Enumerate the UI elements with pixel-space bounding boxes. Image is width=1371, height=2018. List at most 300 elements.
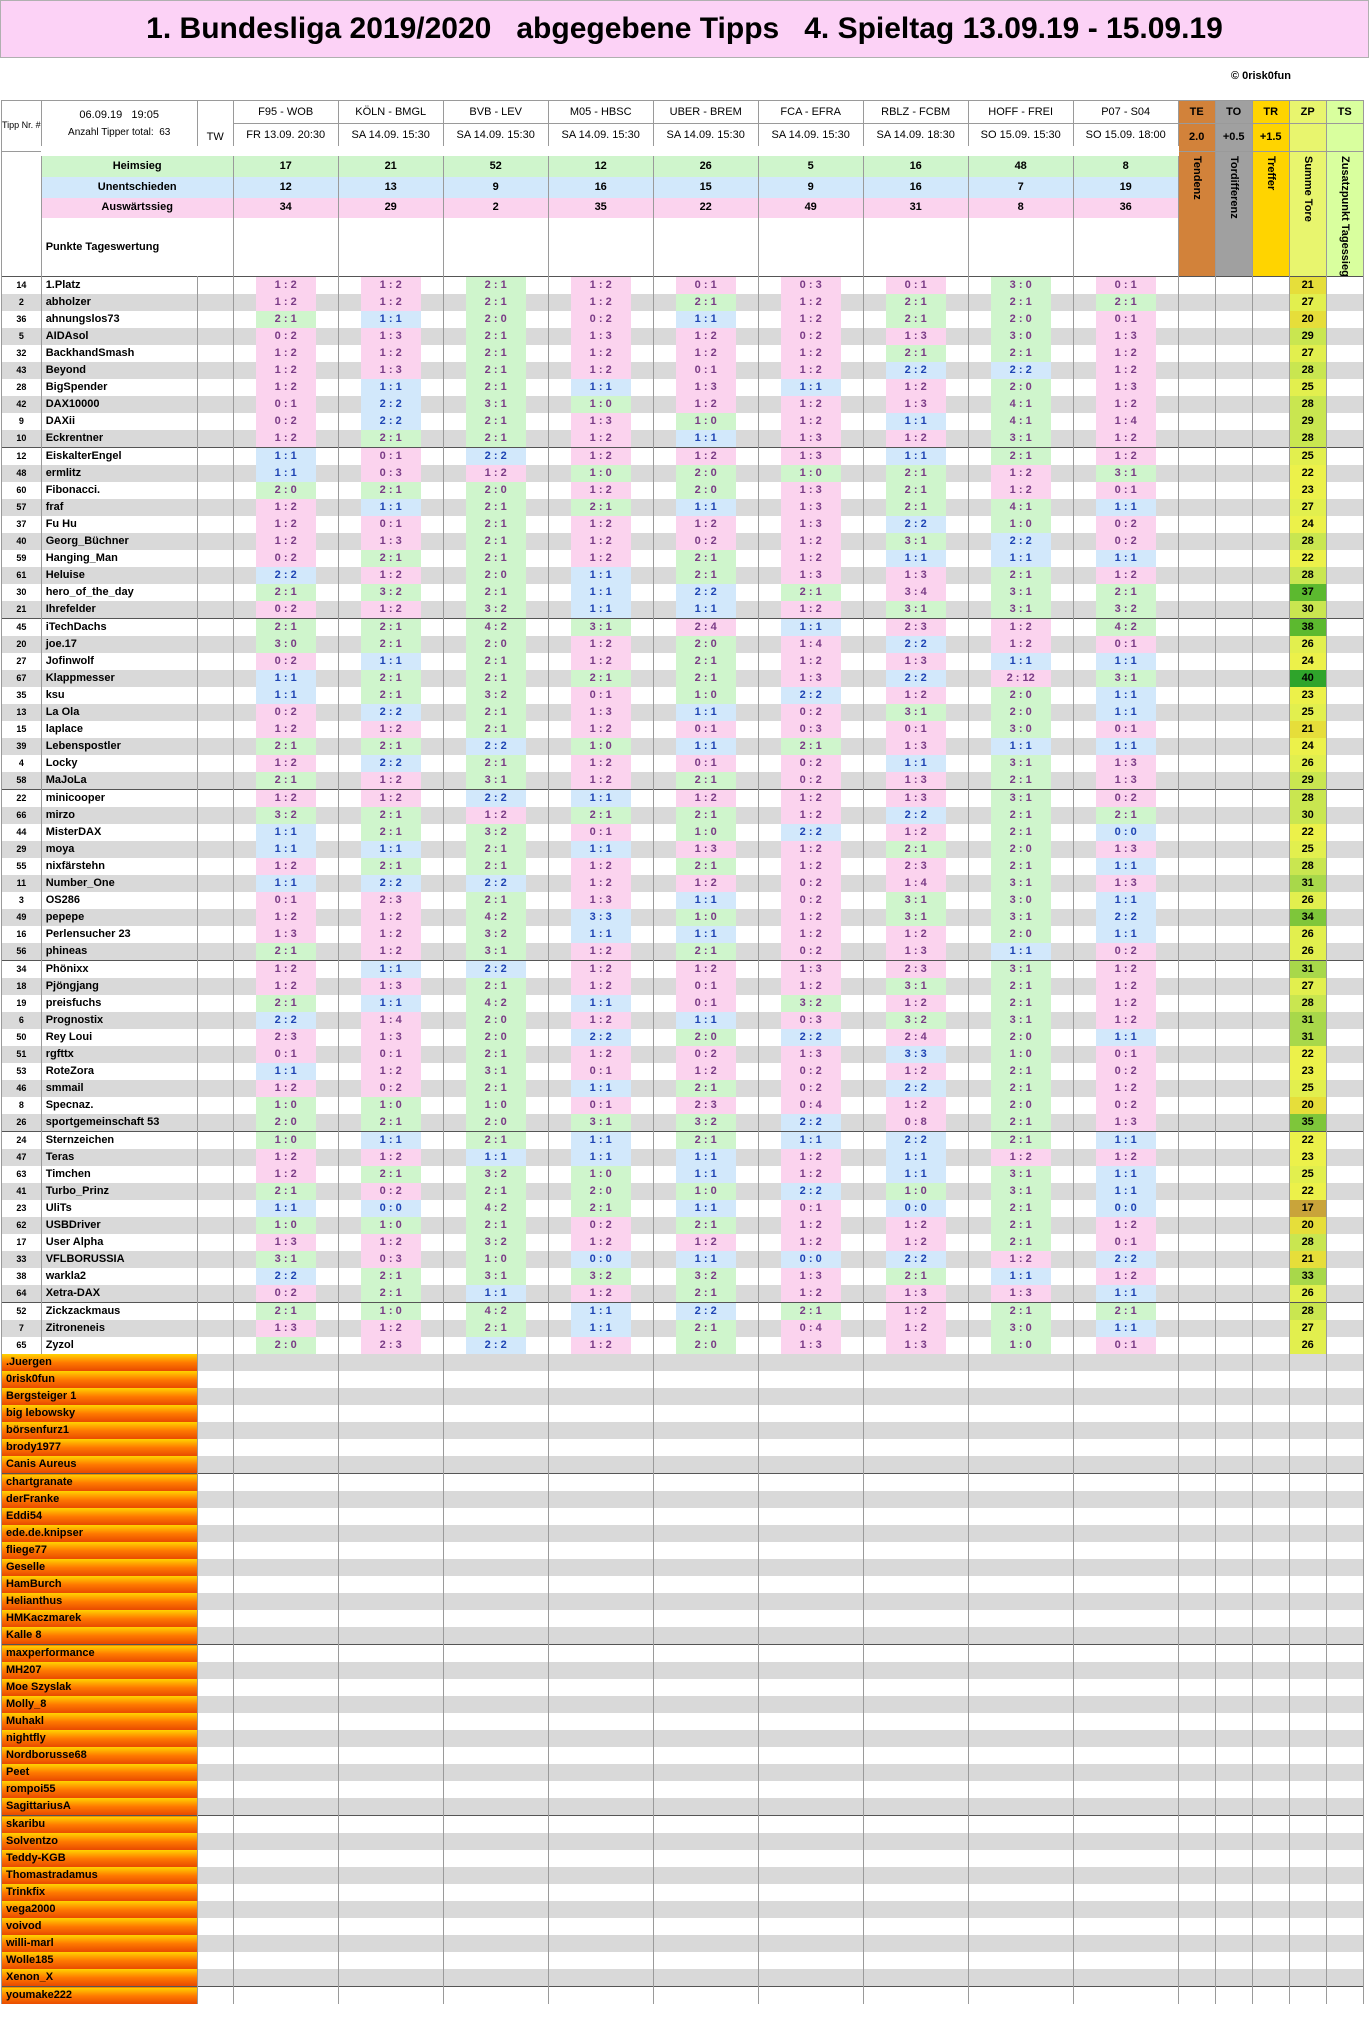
tw-cell [197,1371,233,1388]
tip-value: 1 : 2 [781,841,841,858]
excluded-row [2,1610,1364,1627]
tip-value: 2 : 1 [991,824,1051,841]
tip-cell [548,909,653,926]
tip-cell [968,1080,1073,1097]
tip-cell [233,1593,338,1610]
tip-value: 1 : 1 [361,841,421,858]
tip-cell [548,807,653,824]
excluded-name: maxperformance [2,1645,198,1663]
tip-value: 2 : 1 [571,807,631,824]
zp-sum: 20 [1289,1217,1326,1234]
match-date: SO 15.09. 18:00 [1073,124,1178,152]
tip-cell [758,1371,863,1388]
score-cell [1178,1679,1215,1696]
tip-value: 2 : 0 [466,567,526,584]
tip-cell [338,875,443,892]
tip-cell [968,909,1073,926]
tip-cell [863,790,968,808]
tip-cell [758,772,863,790]
ts-cell [1326,362,1363,379]
tip-value: 1 : 2 [571,636,631,653]
tip-value: 1 : 2 [1096,978,1156,995]
tip-cell [548,1525,653,1542]
tip-cell [968,1012,1073,1029]
tip-value: 2 : 1 [466,670,526,687]
tip-value: 1 : 3 [676,379,736,396]
tipper-nr: 35 [2,687,42,704]
tip-cell [338,1200,443,1217]
tip-cell [968,1474,1073,1492]
tip-value: 3 : 1 [886,909,946,926]
tip-value: 1 : 2 [676,516,736,533]
tip-cell [338,550,443,567]
tw-cell [197,601,233,619]
tip-value: 1 : 2 [781,294,841,311]
tip-cell [233,1012,338,1029]
tr-cell [1252,721,1289,738]
excluded-name: .Juergen [2,1354,198,1371]
tip-cell [968,1439,1073,1456]
excluded-row [2,1542,1364,1559]
tip-value: 2 : 1 [361,807,421,824]
tipper-nr: 38 [2,1268,42,1285]
tip-value: 1 : 2 [256,362,316,379]
tip-value: 1 : 3 [676,841,736,858]
tw-cell [197,1320,233,1337]
tip-value: 2 : 1 [361,687,421,704]
tip-cell [653,1816,758,1834]
stat-away: 35 [548,198,653,219]
zp-sum: 25 [1289,448,1326,466]
score-cell [1215,1388,1252,1405]
tip-cell [338,601,443,619]
tip-cell [548,311,653,328]
tip-cell [233,294,338,311]
tip-cell [443,978,548,995]
tip-cell [968,772,1073,790]
tip-cell [233,670,338,687]
tip-value: 2 : 2 [256,1012,316,1029]
tip-cell [548,943,653,961]
tipper-name: Number_One [41,875,197,892]
zp-sum: 26 [1289,755,1326,772]
te-cell [1178,738,1215,755]
te-cell [1178,841,1215,858]
tip-cell [233,396,338,413]
tw-cell [197,1542,233,1559]
tip-value: 1 : 1 [991,550,1051,567]
tip-cell [653,1952,758,1969]
stat-away: 22 [653,198,758,219]
tip-cell [1073,1747,1178,1764]
tip-value: 2 : 3 [886,858,946,875]
tip-cell [1073,1593,1178,1610]
te-cell [1178,567,1215,584]
te-cell [1178,430,1215,448]
tip-cell [653,670,758,687]
tip-value: 1 : 2 [571,294,631,311]
tip-value: 2 : 2 [466,738,526,755]
tw-cell [197,567,233,584]
tip-cell [653,1987,758,2005]
score-cell [1289,1508,1326,1525]
tw-cell [197,1474,233,1492]
tip-cell [653,1884,758,1901]
score-cell [1215,1850,1252,1867]
tip-cell [863,1285,968,1303]
tr-cell [1252,430,1289,448]
tipper-name: RoteZora [41,1063,197,1080]
score-cell [1289,1764,1326,1781]
tip-cell [443,1251,548,1268]
tip-cell [863,1952,968,1969]
tip-cell [1073,362,1178,379]
tip-cell [863,653,968,670]
to-cell [1215,1217,1252,1234]
tip-cell [758,1969,863,1987]
score-cell [1289,1730,1326,1747]
ts-cell [1326,1268,1363,1285]
tip-cell [863,448,968,466]
tr-cell [1252,1303,1289,1321]
tip-value: 1 : 1 [781,1132,841,1149]
tip-cell [653,1285,758,1303]
tip-cell [863,1798,968,1816]
score-cell [1252,1525,1289,1542]
tip-cell [863,396,968,413]
tip-cell [233,277,338,295]
tip-value: 3 : 0 [991,328,1051,345]
tip-cell [233,961,338,979]
tip-value: 2 : 1 [466,1320,526,1337]
tip-value: 2 : 1 [676,807,736,824]
ts-cell [1326,1320,1363,1337]
tip-cell [338,1132,443,1150]
score-cell [1289,1798,1326,1816]
tip-value: 2 : 1 [466,516,526,533]
score-col-label-cell [1326,151,1363,277]
to-cell [1215,1114,1252,1132]
tip-cell [548,465,653,482]
te-cell [1178,909,1215,926]
tip-cell [863,1405,968,1422]
tip-cell [968,1542,1073,1559]
tip-value: 3 : 1 [991,755,1051,772]
zp-sum: 28 [1289,995,1326,1012]
tip-cell [233,1508,338,1525]
tip-cell [338,294,443,311]
tr-cell [1252,790,1289,808]
tip-cell [968,1132,1073,1150]
tip-cell [968,533,1073,550]
tipper-nr: 39 [2,738,42,755]
te-cell [1178,1132,1215,1150]
tip-value: 1 : 2 [781,1234,841,1251]
tipper-row [2,721,1364,738]
tip-cell [758,961,863,979]
to-cell [1215,345,1252,362]
tipper-row [2,858,1364,875]
tw-cell [197,653,233,670]
score-cell [1252,1508,1289,1525]
tip-cell [758,379,863,396]
tip-cell [863,1303,968,1321]
tip-value: 1 : 1 [676,430,736,447]
score-col-label-cell [1289,151,1326,277]
tip-cell [758,909,863,926]
tipper-row [2,345,1364,362]
tip-value: 3 : 1 [1096,465,1156,482]
tip-cell [338,1525,443,1542]
score-cell [1215,1559,1252,1576]
tip-value: 1 : 2 [1096,961,1156,978]
tip-cell [548,1046,653,1063]
tip-value: 1 : 0 [676,1183,736,1200]
excluded-name: Nordborusse68 [2,1747,198,1764]
tipper-nr: 40 [2,533,42,550]
tip-cell [548,1627,653,1645]
tipper-name: laplace [41,721,197,738]
tip-cell [1073,1850,1178,1867]
ts-cell [1326,772,1363,790]
tr-cell [1252,1285,1289,1303]
tip-cell [758,1850,863,1867]
tip-cell [968,1918,1073,1935]
ts-cell [1326,1200,1363,1217]
tip-cell [338,772,443,790]
tip-cell [863,926,968,943]
score-cell [1252,1354,1289,1371]
tip-cell [863,362,968,379]
tip-value: 2 : 1 [886,841,946,858]
tip-cell [863,277,968,295]
tip-cell [653,1764,758,1781]
tw-cell [197,533,233,550]
tip-value: 1 : 2 [1096,1149,1156,1166]
score-cell [1326,1456,1363,1474]
page-title: 1. Bundesliga 2019/2020 abgegebene Tipps 4. Spieltag 13.09.19 - 15.09.19 [146,12,1223,45]
score-cell [1215,1764,1252,1781]
tip-value: 1 : 2 [571,533,631,550]
ts-cell [1326,379,1363,396]
tip-value: 1 : 2 [1096,1080,1156,1097]
tip-value: 1 : 2 [676,1063,736,1080]
tip-cell [758,1200,863,1217]
tip-cell [863,1149,968,1166]
tip-cell [758,1405,863,1422]
excluded-row [2,1884,1364,1901]
tip-cell [548,1935,653,1952]
tip-value: 1 : 3 [781,1046,841,1063]
stat-draw: 15 [653,177,758,198]
tip-cell [758,636,863,653]
tw-cell [197,636,233,653]
tip-value: 3 : 1 [571,1114,631,1131]
tw-cell [197,1935,233,1952]
tipper-row [2,1132,1364,1150]
tip-value: 1 : 3 [781,448,841,465]
tw-cell [197,1080,233,1097]
tw-cell [197,1439,233,1456]
tip-cell [758,1952,863,1969]
tip-cell [863,482,968,499]
tip-value: 2 : 1 [466,277,526,294]
tip-cell [548,1354,653,1371]
excluded-name: big lebowsky [2,1405,198,1422]
tip-value: 2 : 1 [256,311,316,328]
tip-cell [758,1918,863,1935]
score-cell [1252,1456,1289,1474]
tip-value: 1 : 2 [571,755,631,772]
tip-value: 1 : 2 [256,379,316,396]
tip-cell [863,1063,968,1080]
tip-cell [443,1097,548,1114]
tip-cell [863,1337,968,1354]
tip-value: 1 : 1 [1096,1183,1156,1200]
te-cell [1178,396,1215,413]
tipper-row [2,328,1364,345]
tip-value: 2 : 2 [991,362,1051,379]
tip-cell [233,1798,338,1816]
tipper-nr: 33 [2,1251,42,1268]
tip-cell [443,396,548,413]
tip-cell [233,1730,338,1747]
tip-value: 3 : 2 [466,601,526,618]
ts-cell [1326,328,1363,345]
tip-cell [338,1251,443,1268]
tipper-name: ahnungslos73 [41,311,197,328]
tip-cell [548,1456,653,1474]
tip-cell [968,841,1073,858]
tip-cell [653,755,758,772]
score-cell [1289,1593,1326,1610]
tip-cell [443,1388,548,1405]
daily-points-cell [1073,218,1178,277]
tip-cell [548,858,653,875]
tip-cell [863,1525,968,1542]
tip-value: 1 : 2 [676,1234,736,1251]
tip-value: 1 : 3 [1096,755,1156,772]
tip-cell [653,277,758,295]
tip-cell [863,1987,968,2005]
tipper-name: Xetra-DAX [41,1285,197,1303]
tipper-name: Jofinwolf [41,653,197,670]
tip-cell [863,1183,968,1200]
te-cell [1178,311,1215,328]
tip-value: 3 : 2 [1096,601,1156,618]
tip-cell [968,1354,1073,1371]
tipper-nr: 58 [2,772,42,790]
tipper-nr: 10 [2,430,42,448]
stat-away: 36 [1073,198,1178,219]
tip-value: 2 : 1 [361,824,421,841]
te-cell [1178,790,1215,808]
score-cell [1326,1439,1363,1456]
tip-value: 1 : 0 [361,1097,421,1114]
te-cell [1178,277,1215,295]
tip-cell [1073,1080,1178,1097]
tip-cell [653,858,758,875]
tip-cell [548,1884,653,1901]
tip-value: 1 : 2 [886,687,946,704]
tipper-row [2,550,1364,567]
tip-value: 1 : 2 [256,345,316,362]
tip-value: 1 : 3 [886,396,946,413]
to-cell [1215,909,1252,926]
tip-cell [653,1559,758,1576]
to-cell [1215,704,1252,721]
excluded-name: skaribu [2,1816,198,1834]
tip-value: 2 : 2 [361,755,421,772]
excluded-row [2,1764,1364,1781]
tw-cell [197,1901,233,1918]
score-cell [1252,1850,1289,1867]
tip-cell [653,1422,758,1439]
tip-value: 1 : 2 [1096,430,1156,447]
score-cell [1215,1576,1252,1593]
tip-cell [338,1046,443,1063]
te-cell [1178,448,1215,466]
te-cell [1178,704,1215,721]
tip-cell [968,294,1073,311]
tipper-row [2,755,1364,772]
tip-cell [338,1080,443,1097]
tip-value: 1 : 3 [886,1337,946,1354]
to-cell [1215,550,1252,567]
tip-cell [758,687,863,704]
tip-value: 3 : 1 [991,875,1051,892]
tip-cell [653,892,758,909]
tipper-row [2,1063,1364,1080]
tip-cell [863,1200,968,1217]
score-cell [1215,1645,1252,1663]
tip-value: 1 : 2 [781,790,841,807]
tip-value: 1 : 1 [676,926,736,943]
tip-value: 1 : 1 [886,550,946,567]
tip-cell [443,1114,548,1132]
tip-cell [1073,892,1178,909]
tip-cell [1073,875,1178,892]
to-cell [1215,465,1252,482]
tip-cell [863,345,968,362]
score-cell [1326,1371,1363,1388]
tip-value: 2 : 1 [1096,1303,1156,1320]
tip-value: 1 : 0 [256,1217,316,1234]
tip-cell [968,824,1073,841]
excluded-name: Geselle [2,1559,198,1576]
score-cell [1326,1508,1363,1525]
tw-cell [197,1798,233,1816]
page-title-banner [0,0,1369,58]
tr-cell [1252,943,1289,961]
tip-value: 1 : 2 [1096,448,1156,465]
to-cell [1215,995,1252,1012]
tip-cell [233,550,338,567]
tip-value: 1 : 3 [361,533,421,550]
score-cell [1215,1952,1252,1969]
tip-cell [653,1234,758,1251]
tip-value: 2 : 0 [991,311,1051,328]
tip-cell [233,1850,338,1867]
stat-label-away: Auswärtssieg [41,198,233,219]
tip-value: 1 : 1 [256,1200,316,1217]
score-cell [1178,1918,1215,1935]
tr-cell [1252,875,1289,892]
tip-cell [548,961,653,979]
ts-cell [1326,653,1363,670]
tip-cell [548,1610,653,1627]
tip-cell [968,448,1073,466]
